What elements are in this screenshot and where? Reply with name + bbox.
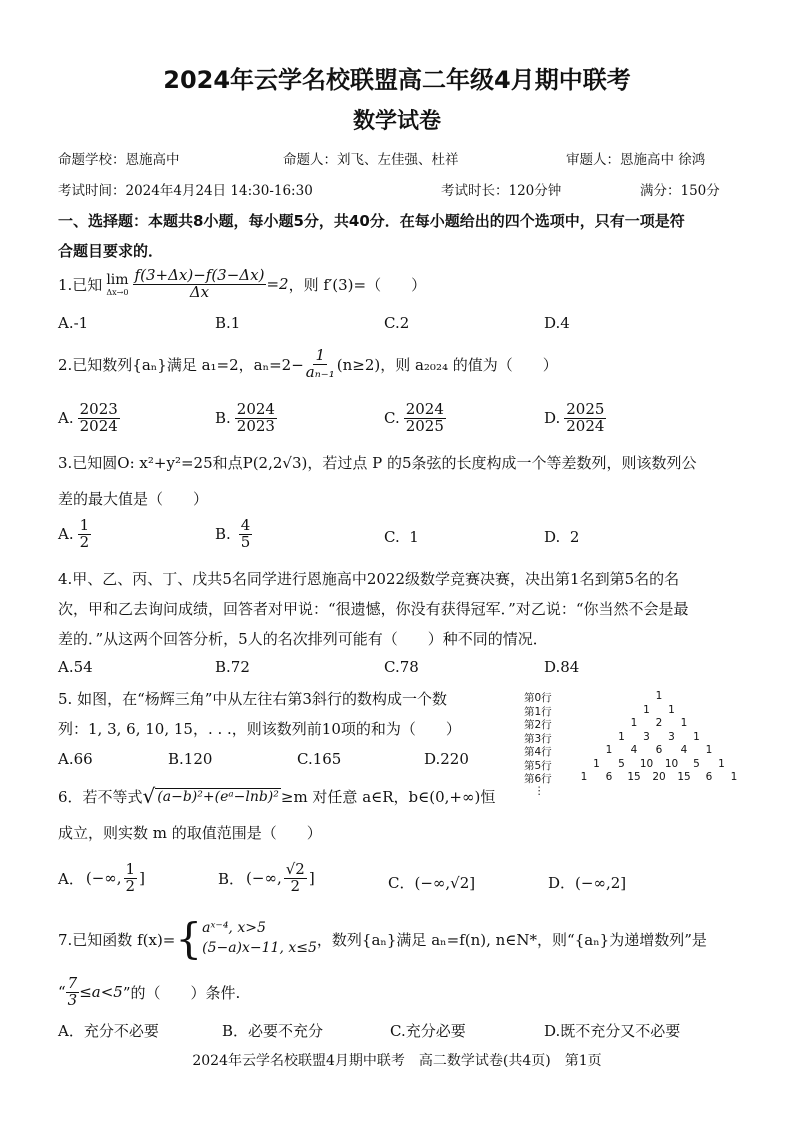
q2-pre: 2.已知数列{aₙ}满足 a₁=2，aₙ=2−	[58, 355, 304, 374]
q6-option-a-post: ]	[139, 869, 145, 888]
triangle-value: 15	[677, 771, 691, 783]
q1-numerator: f(3+Δx)−f(3−Δx)	[134, 266, 265, 284]
triangle-value: 3	[643, 730, 650, 743]
triangle-value: 6	[655, 744, 663, 756]
q7-line2	[58, 976, 240, 1009]
question-2	[58, 348, 558, 381]
triangle-value: 1	[718, 757, 725, 770]
q3-option-a-num: 1	[79, 516, 90, 534]
page-footer: 2024年云学名校联盟4月期中联考 高二数学试卷(共4页) 第1页	[192, 1053, 602, 1069]
q7-option-b: B．必要不充分	[222, 1022, 324, 1040]
q2-option-d-den: 2024	[566, 416, 605, 435]
exam-subtitle: 数学试卷	[352, 109, 441, 134]
triangle-row-label: 第3行	[524, 732, 552, 745]
triangle-value: 1	[580, 771, 588, 783]
q4-option-c: C.78	[384, 658, 419, 676]
triangle-value: 10	[664, 757, 679, 770]
triangle-value: 1	[643, 703, 650, 716]
q1-limit	[106, 272, 128, 297]
q3-option-a-letter: A.	[58, 525, 74, 544]
q5-line1: 5. 如图，在“杨辉三角”中从左往右第3斜行的数构成一个数	[58, 690, 447, 708]
triangle-value: 1	[605, 744, 613, 756]
q6-option-d	[548, 872, 626, 893]
q5-option-d: D.220	[424, 750, 469, 768]
q6-option-b	[218, 862, 315, 895]
triangle-value: 5	[693, 757, 700, 770]
q2-post: (n≥2)，则 a₂₀₂₄ 的值为（ ）	[336, 355, 558, 374]
triangle-row-label: 第2行	[524, 719, 552, 731]
triangle-value: 3	[668, 730, 675, 743]
q2-option-c-letter: C.	[384, 409, 400, 428]
q4-line1: 4.甲、乙、丙、丁、戊共5名同学进行恩施高中2022级数学竞赛决赛，决出第1名到第5名的名	[58, 570, 680, 588]
q7-option-c: C.充分必要	[390, 1022, 466, 1040]
yang-hui-triangle	[524, 690, 744, 810]
q2-fraction	[304, 348, 337, 381]
q6-option-b-den: 2	[290, 876, 301, 895]
q2-option-a	[58, 402, 120, 435]
q3-line1: 3.已知圆O: x²+y²=25和点P(2,2√3)，若过点 P 的5条弦的长度构成一个等差数列，则该数列公	[58, 454, 697, 472]
q1-fraction	[133, 268, 267, 301]
triangle-value: 15	[627, 771, 641, 783]
triangle-row-label: 第1行	[524, 705, 552, 718]
q6-option-d-letter: D．	[548, 874, 576, 892]
triangle-row-label: 第5行	[524, 759, 552, 772]
q2-option-b	[215, 402, 277, 435]
q2-option-c-den: 2025	[405, 416, 444, 435]
q4-line2: 次，甲和乙去询问成绩，回答者对甲说：“很遗憾，你没有获得冠军．”对乙说：“你当然不会是最	[58, 600, 689, 618]
q1-pre: 1.已知	[58, 275, 103, 294]
question-6	[58, 784, 495, 808]
meta-time: 考试时间：2024年4月24日 14:30-16:30	[58, 183, 313, 199]
q6-sqrt-expr: (a−b)²+(eᵃ−lnb)²	[157, 788, 279, 805]
q1-option-b: B.1	[215, 314, 241, 332]
q3-line2: 差的最大值是（ ）	[58, 490, 209, 508]
q6-option-b-pre: (−∞,	[246, 869, 282, 888]
q6-option-c	[388, 872, 475, 893]
triangle-value: 2	[655, 717, 663, 729]
q4-option-a: A.54	[58, 658, 93, 676]
q7-case2: (5−a)x−11, x≤5	[202, 940, 317, 956]
q3-option-c-letter: C.	[384, 528, 400, 546]
triangle-value: 20	[652, 771, 666, 783]
q2-option-d-num: 2025	[566, 400, 605, 418]
q1-option-d: D.4	[544, 314, 570, 332]
q6-post: ≥m 对任意 a∈R，b∈(0,+∞)恒	[280, 787, 496, 806]
q2-option-d-letter: D.	[544, 409, 561, 428]
question-1	[58, 268, 426, 301]
q4-option-d: D.84	[544, 658, 580, 676]
q7-option-d: D.既不充分又不必要	[544, 1022, 681, 1040]
meta-reviewer: 审题人：恩施高中 徐鸿	[566, 152, 706, 168]
q7-line2-mid: ≤a<5	[79, 983, 123, 1002]
triangle-value: 4	[680, 744, 688, 756]
triangle-row-label: 第0行	[524, 692, 552, 704]
triangle-value: 1	[668, 703, 675, 716]
triangle-row-label: 第6行	[524, 773, 552, 785]
triangle-value: 10	[639, 757, 654, 770]
q6-option-b-letter: B．	[218, 869, 245, 888]
q1-eq: =2	[266, 275, 289, 294]
q2-option-d	[544, 402, 606, 435]
triangle-value: 1	[655, 690, 663, 702]
q5-line2: 列：1, 3, 6, 10, 15，. . .，则该数列前10项的和为（ ）	[58, 720, 461, 738]
triangle-value: 1	[730, 771, 738, 783]
q5-option-b: B.120	[168, 750, 213, 768]
q7-case1: aˣ⁻⁴, x>5	[202, 920, 266, 937]
q7-pre: 7.已知函数 f(x)=	[58, 930, 176, 949]
q3-option-a	[58, 518, 91, 551]
q2-option-c-num: 2024	[405, 400, 444, 418]
q7-cases	[202, 919, 317, 958]
q2-option-b-den: 2023	[236, 416, 275, 435]
q2-option-b-letter: B.	[215, 409, 231, 428]
q3-option-b-den: 5	[240, 532, 251, 551]
meta-duration: 考试时长：120分钟	[441, 183, 562, 199]
q3-option-d-text: 2	[569, 528, 580, 546]
q2-numerator: 1	[315, 346, 326, 364]
q3-option-d	[544, 528, 579, 546]
q6-pre: 6．若不等式	[58, 787, 143, 806]
q3-option-b-fraction	[239, 518, 253, 551]
q7-post: ，数列{aₙ}满足 aₙ=f(n), n∈N*，则“{aₙ}为递增数列”是	[316, 930, 707, 949]
q5-option-c: C.165	[297, 750, 342, 768]
q3-option-a-fraction	[78, 518, 92, 551]
q7-line2-den: 3	[67, 990, 78, 1009]
triangle-value: 4	[630, 744, 638, 756]
q3-option-b-num: 4	[240, 516, 251, 534]
q6-option-d-text: (−∞,2]	[575, 874, 627, 892]
q6-option-c-letter: C．	[388, 874, 415, 892]
question-7	[58, 914, 707, 963]
triangle-value: 1	[705, 744, 713, 756]
q6-option-a-den: 2	[125, 876, 136, 895]
q7-line2-fraction	[66, 976, 80, 1009]
q6-option-a-letter: A．	[58, 869, 84, 888]
q7-option-a: A．充分不必要	[58, 1022, 159, 1040]
section1-line1: 一、选择题：本题共8小题，每小题5分，共40分．在每小题给出的四个选项中，只有一项是符	[58, 212, 685, 230]
q6-option-b-num: √2	[285, 860, 305, 878]
q1-denominator: Δx	[189, 282, 210, 301]
q6-option-a-pre: (−∞,	[85, 869, 122, 888]
q6-option-a-num: 1	[125, 860, 136, 878]
q4-option-b: B.72	[215, 658, 250, 676]
q2-option-c-fraction	[404, 402, 446, 435]
q6-sqrt	[143, 784, 281, 808]
q6-option-b-post: ]	[308, 869, 315, 888]
q3-option-c-text: 1	[409, 528, 419, 546]
q2-option-a-num: 2023	[79, 400, 118, 418]
q7-line2-pre: “	[58, 983, 66, 1002]
q6-sqrt-sign: √	[142, 784, 156, 808]
triangle-row-label: 第4行	[524, 746, 552, 758]
triangle-value: 1	[593, 757, 600, 770]
q6-line2: 成立，则实数 m 的取值范围是（ ）	[58, 824, 322, 842]
q7-brace: {	[175, 914, 203, 963]
q3-option-d-letter: D.	[544, 528, 561, 546]
meta-authors: 命题人：刘飞、左佳强、杜祥	[283, 152, 459, 168]
meta-school: 命题学校：恩施高中	[58, 152, 180, 168]
triangle-value: 6	[705, 771, 713, 783]
q7-line2-post: ”的（ ）条件.	[122, 983, 241, 1002]
q1-lim: lim	[106, 271, 129, 288]
q6-option-a	[58, 862, 145, 895]
q2-option-d-fraction	[564, 402, 606, 435]
q1-post: ，则 f′(3)=（ ）	[288, 275, 427, 294]
q1-option-a: A.-1	[58, 314, 89, 332]
q1-lim-sub: Δx→0	[106, 287, 129, 297]
q4-line3: 差的．”从这两个回答分析，5人的名次排列可能有（ ）种不同的情况．	[58, 630, 548, 648]
triangle-value: 6	[605, 771, 613, 783]
q2-option-a-letter: A.	[58, 409, 74, 428]
q2-option-a-fraction	[78, 402, 120, 435]
triangle-value: 5	[618, 757, 625, 770]
meta-score: 满分：150分	[640, 183, 720, 199]
section1-line2: 合题目要求的．	[58, 242, 164, 260]
q2-denominator: aₙ₋₁	[305, 362, 335, 381]
q6-option-c-text: (−∞,√2]	[414, 874, 476, 892]
q3-option-b	[215, 518, 252, 551]
triangle-value: 1	[693, 730, 700, 743]
triangle-value: 1	[618, 730, 625, 743]
q3-option-c	[384, 528, 419, 546]
q6-option-b-fraction	[284, 862, 307, 895]
q2-option-a-den: 2024	[79, 416, 118, 435]
q3-option-a-den: 2	[79, 532, 90, 551]
q2-option-c	[384, 402, 446, 435]
q1-option-c: C.2	[384, 314, 410, 332]
triangle-value: 1	[680, 717, 688, 729]
q5-option-a: A.66	[58, 750, 93, 768]
q7-line2-num: 7	[67, 974, 78, 992]
triangle-ellipsis: ⋮	[534, 784, 545, 797]
q2-option-b-fraction	[235, 402, 277, 435]
triangle-value: 1	[630, 717, 638, 729]
q6-option-a-fraction	[124, 862, 138, 895]
exam-title: 2024年云学名校联盟高二年级4月期中联考	[163, 66, 631, 94]
q3-option-b-letter: B.	[215, 525, 231, 544]
q2-option-b-num: 2024	[236, 400, 275, 418]
